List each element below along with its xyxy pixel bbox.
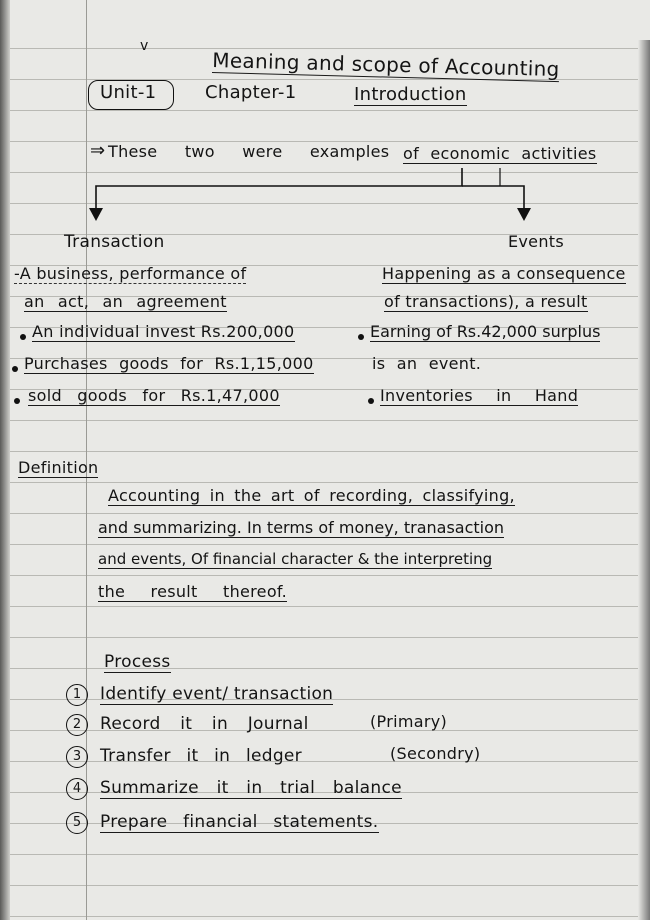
step-tag-text-2: Primary bbox=[376, 712, 441, 731]
transaction-line-5: sold goods for Rs.1,47,000 bbox=[28, 386, 280, 405]
event-line-5: Inventories in Hand bbox=[380, 386, 579, 405]
step-number-2: 2 bbox=[66, 714, 88, 736]
definition-line-1: Accounting in the art of recording, classifying, bbox=[108, 486, 515, 505]
step-number-5: 5 bbox=[66, 812, 88, 834]
step-text-5: Prepare financial statements. bbox=[100, 812, 379, 832]
step-text-3: Transfer it in ledger bbox=[100, 746, 302, 766]
bullet-3 bbox=[12, 366, 18, 372]
transaction-line-4: Purchases goods for Rs.1,15,000 bbox=[24, 354, 314, 373]
page-title: Meaning and scope of Accounting bbox=[212, 48, 560, 82]
step-number-4: 4 bbox=[66, 778, 88, 800]
definition-line-2: and summarizing. In terms of money, tranasaction bbox=[98, 518, 505, 537]
step-number-3: 3 bbox=[66, 746, 88, 768]
definition-line-3: and events, Of financial character & the interpreting bbox=[98, 550, 493, 568]
step-number-1: 1 bbox=[66, 684, 88, 706]
definition-heading: Definition bbox=[18, 458, 99, 477]
intro-text-b: of economic activities bbox=[403, 144, 597, 163]
definition-line-4: the result thereof. bbox=[98, 582, 288, 601]
transaction-line-2: an act, an agreement bbox=[24, 292, 227, 311]
bullet-1 bbox=[20, 334, 26, 340]
intro-arrow-mark: ⇒ bbox=[90, 140, 106, 161]
step-tag-text-3: Secondry bbox=[396, 744, 474, 763]
unit-label: Unit-1 bbox=[100, 82, 157, 103]
step-text-4: Summarize it in trial balance bbox=[100, 778, 402, 798]
tick-mark: v bbox=[140, 38, 149, 54]
step-text-1: Identify event/ transaction bbox=[100, 684, 334, 704]
intro-text-a: These two were examples bbox=[108, 142, 390, 161]
event-line-2: of transactions), a result bbox=[384, 292, 588, 311]
chapter-label: Chapter-1 bbox=[205, 82, 297, 103]
transaction-heading: Transaction bbox=[64, 232, 165, 252]
transaction-line-1: -A business, performance of bbox=[14, 264, 247, 283]
bullet-4 bbox=[14, 398, 20, 404]
transaction-line-3: An individual invest Rs.200,000 bbox=[32, 322, 295, 341]
event-line-4: is an event. bbox=[372, 354, 482, 373]
step-text-2: Record it in Journal bbox=[100, 714, 309, 734]
bullet-5 bbox=[368, 398, 374, 404]
event-line-1: Happening as a consequence bbox=[382, 264, 626, 283]
events-heading: Events bbox=[508, 232, 564, 251]
chapter-title: Introduction bbox=[354, 84, 467, 105]
process-heading: Process bbox=[104, 652, 171, 672]
step-tag-2: (Primary) bbox=[370, 712, 448, 731]
bullet-2 bbox=[358, 334, 364, 340]
event-line-3: Earning of Rs.42,000 surplus bbox=[370, 322, 601, 341]
step-tag-3: (Secondry) bbox=[390, 744, 481, 763]
